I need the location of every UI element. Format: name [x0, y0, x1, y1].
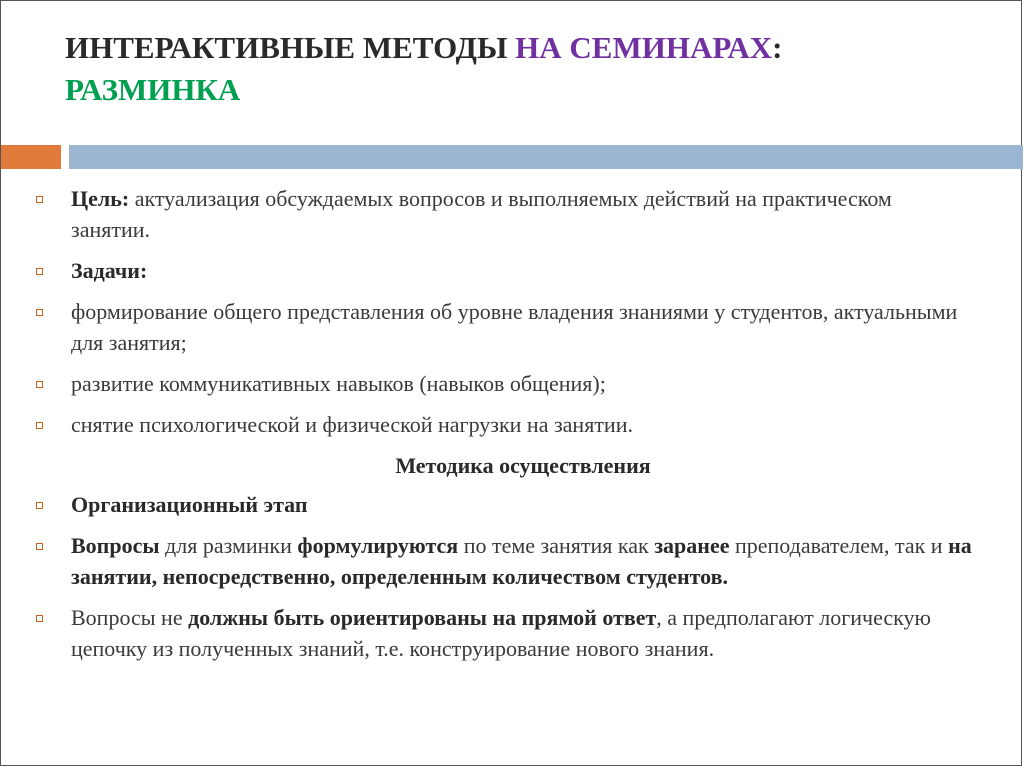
title-part-warmup: РАЗМИНКА — [65, 72, 241, 107]
square-bullet-icon — [36, 615, 43, 622]
q-text-3: преподавателем, так и — [729, 533, 949, 558]
task-3-text: снятие психологической и физической нагрузки на занятии. — [71, 412, 633, 437]
tasks-label: Задачи: — [71, 258, 148, 283]
slide-content — [35, 183, 975, 674]
list-item-task-2 — [35, 368, 975, 399]
q-text-2: по теме занятия как — [458, 533, 655, 558]
title-part-seminars: НА СЕМИНАРАХ — [515, 30, 773, 65]
title-colon: : — [772, 30, 783, 65]
list-item-questions-rule — [35, 602, 975, 664]
list-item-task-1 — [35, 296, 975, 358]
list-item-task-3 — [35, 409, 975, 440]
stage-label: Организационный этап — [71, 492, 308, 517]
task-2-text: развитие коммуникативных навыков (навыков общения); — [71, 371, 606, 396]
accent-bar-orange — [1, 145, 61, 169]
list-item-tasks — [35, 255, 975, 286]
square-bullet-icon — [36, 309, 43, 316]
list-item-goal — [35, 183, 975, 245]
slide-title — [65, 27, 965, 111]
r-text-2: , а предполагают логическую цепочку из полученных знаний, т.е. конструирование нового знания. — [71, 605, 931, 661]
square-bullet-icon — [36, 268, 43, 275]
q-bold-2: формулируются — [297, 533, 459, 558]
square-bullet-icon — [36, 422, 43, 429]
square-bullet-icon — [36, 196, 43, 203]
title-part-main: ИНТЕРАКТИВНЫЕ МЕТОДЫ — [65, 30, 516, 65]
square-bullet-icon — [36, 543, 43, 550]
accent-bar-blue — [69, 145, 1023, 169]
list-item-stage — [35, 489, 975, 520]
q-bold-3: заранее — [654, 533, 730, 558]
goal-label: Цель: — [71, 186, 130, 211]
task-1-text: формирование общего представления об уровне владения знаниями у студентов, актуальными для занятия; — [71, 299, 958, 355]
q-bold-4: на занятии, непосредственно, определенным количеством студентов. — [71, 533, 972, 589]
r-text-1: Вопросы не — [71, 605, 189, 630]
q-bold-1: Вопросы — [71, 533, 160, 558]
square-bullet-icon — [36, 502, 43, 509]
square-bullet-icon — [36, 381, 43, 388]
goal-text: актуализация обсуждаемых вопросов и выполняемых действий на практическом занятии. — [71, 186, 892, 242]
list-item-questions — [35, 530, 975, 592]
r-bold-1: должны быть ориентированы на прямой ответ — [188, 605, 657, 630]
q-text-1: для разминки — [159, 533, 298, 558]
method-heading: Методика осуществления — [395, 453, 651, 478]
